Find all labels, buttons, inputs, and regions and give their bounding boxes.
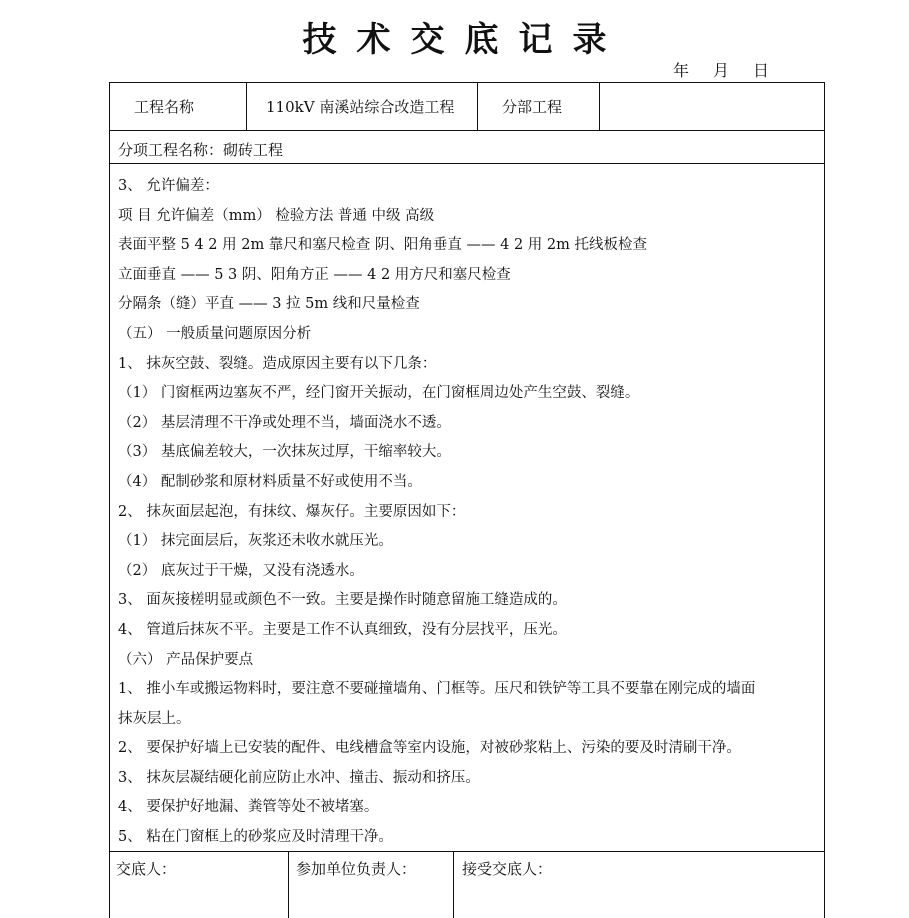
body-line: 表面平整 5 4 2 用 2m 靠尺和塞尺检查 阴、阳角垂直 —— 4 2 用 2m 托线板检查	[118, 237, 647, 254]
body-line: （六） 产品保护要点	[118, 651, 254, 668]
body-line: （2） 基层清理不干净或处理不当，墙面浇水不透。	[118, 414, 451, 431]
header-bottom-border	[110, 130, 824, 131]
item-name: 分项工程名称：砌砖工程	[118, 141, 284, 159]
body-line: （1） 门窗框两边塞灰不严，经门窗开关振动，在门窗框周边处产生空鼓、裂缝。	[118, 385, 640, 402]
body-line: 分隔条（缝）平直 —— 3 拉 5m 线和尺量检查	[118, 296, 420, 313]
body-line: 5、 粘在门窗框上的砂浆应及时清理干净。	[118, 829, 393, 846]
footer-divider-2	[453, 852, 454, 918]
header-divider-2	[477, 82, 478, 130]
document-title: 技术交底记录	[302, 20, 627, 60]
unit-leader-label: 参加单位负责人：	[296, 860, 417, 878]
item-row-border	[110, 163, 824, 164]
body-line: 3、 面灰接槎明显或颜色不一致。主要是操作时随意留施工缝造成的。	[118, 592, 567, 609]
sub-project-label: 分部工程	[502, 98, 563, 116]
body-line: 3、 抹灰层凝结硬化前应防止水冲、撞击、振动和挤压。	[118, 769, 480, 786]
date-line: 年 月 日	[672, 61, 773, 80]
record-table	[109, 82, 825, 918]
presenter-label: 交底人：	[116, 860, 177, 878]
header-divider-1	[246, 82, 247, 130]
body-line: 抹灰层上。	[118, 710, 191, 727]
body-line: （1） 抹完面层后，灰浆还未收水就压光。	[118, 533, 393, 550]
body-line: 2、 抹灰面层起泡，有抹纹、爆灰仔。主要原因如下：	[118, 503, 466, 520]
receiver-label: 接受交底人：	[462, 860, 553, 878]
body-line: 立面垂直 —— 5 3 阴、阳角方正 —— 4 2 用方尺和塞尺检查	[118, 266, 511, 283]
body-line: （3） 基底偏差较大，一次抹灰过厚，干缩率较大。	[118, 444, 451, 461]
project-name-label: 工程名称	[134, 98, 195, 116]
body-line: 3、 允许偏差：	[118, 178, 219, 194]
footer-divider-1	[288, 852, 289, 918]
body-line: 1、 推小车或搬运物料时，要注意不要碰撞墙角、门框等。压尺和铁铲等工具不要靠在刚完成的墙面	[118, 681, 756, 698]
signature-row	[110, 852, 826, 918]
body-line: 4、 要保护好地漏、粪管等处不被堵塞。	[118, 799, 379, 816]
project-name-value: 110kV 南溪站综合改造工程	[266, 98, 455, 116]
body-line: （五） 一般质量问题原因分析	[118, 325, 312, 342]
header-divider-3	[599, 82, 600, 130]
body-line: （4） 配制砂浆和原材料质量不好或使用不当。	[118, 473, 422, 490]
body-line: 1、 抹灰空鼓、裂缝。造成原因主要有以下几条：	[118, 355, 437, 372]
body-line: 项 目 允许偏差（mm） 检验方法 普通 中级 高级	[118, 207, 435, 224]
body-line: （2） 底灰过于干燥，又没有浇透水。	[118, 562, 364, 579]
body-line: 4、 管道后抹灰不平。主要是工作不认真细致，没有分层找平，压光。	[118, 621, 567, 638]
body-content	[118, 172, 818, 853]
table-top-border	[110, 82, 824, 83]
body-line: 2、 要保护好墙上已安装的配件、电线槽盒等室内设施，对被砂浆粘上、污染的要及时清刷干净。	[118, 740, 741, 757]
